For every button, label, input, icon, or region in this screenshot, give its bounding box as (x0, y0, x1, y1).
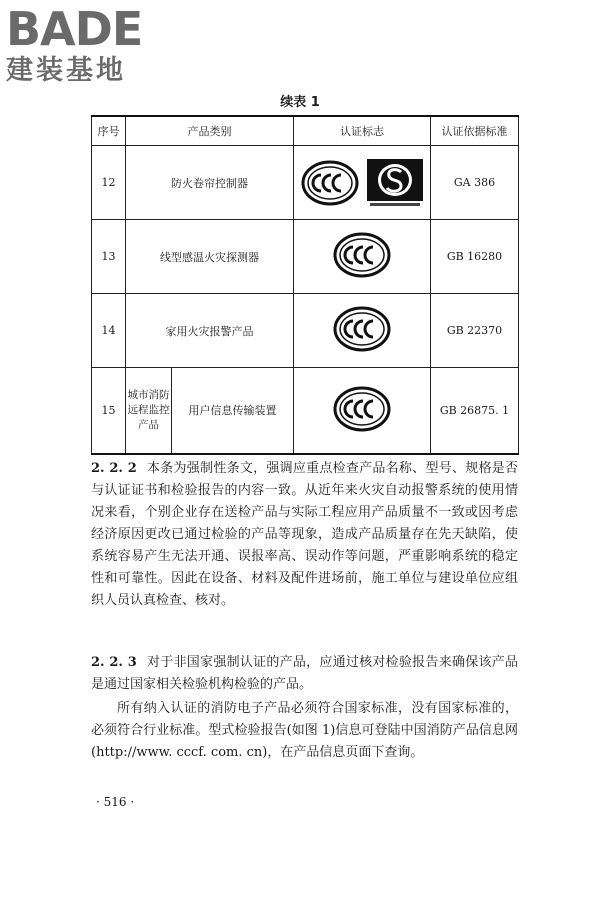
table-caption: 续表 1 (280, 95, 320, 110)
table-row (92, 146, 519, 220)
header-standard: 认证依据标准 (431, 116, 519, 146)
ccc-mark-icon (332, 304, 392, 354)
table-header-row (92, 116, 519, 146)
row-no: 15 (92, 368, 126, 454)
row-category: 用户信息传输装置 (172, 368, 294, 454)
section-2-2-3 (91, 652, 518, 696)
ccc-mark-icon (332, 384, 392, 434)
row-category-group (126, 368, 172, 454)
bade-logo (6, 4, 176, 96)
table-row (92, 294, 519, 368)
row-standard: GA 386 (431, 146, 519, 220)
body-paragraph: 所有纳入认证的消防电子产品必须符合国家标准，没有国家标准的，必须符合行业标准。型式检验报告(如图 1)信息可登陆中国消防产品信息网(http://www. cccf. com. cn)，在产品信息页面下查询。 (91, 701, 518, 760)
table-row (92, 220, 519, 294)
row-no: 13 (92, 220, 126, 294)
category-group-line: 产品 (138, 418, 159, 431)
row-no: 14 (92, 294, 126, 368)
category-group-line: 远程监控 (127, 403, 170, 416)
table-row (92, 368, 519, 454)
ccc-mark-icon (300, 158, 360, 208)
row-mark (294, 368, 431, 454)
row-mark (294, 220, 431, 294)
category-group-line: 城市消防 (127, 388, 170, 401)
row-standard: GB 22370 (431, 294, 519, 368)
row-standard: GB 16280 (431, 220, 519, 294)
row-category: 家用火灾报警产品 (126, 294, 294, 368)
logo-subtitle: 建装基地 (6, 55, 126, 86)
section-text: 对于非国家强制认证的产品，应通过核对检验报告来确保该产品是通过国家相关检验机构检验的产品。 (91, 655, 518, 692)
header-mark: 认证标志 (294, 116, 431, 146)
ccc-mark-icon (332, 230, 392, 280)
row-category: 防火卷帘控制器 (126, 146, 294, 220)
row-no: 12 (92, 146, 126, 220)
header-no: 序号 (92, 116, 126, 146)
certification-table (91, 115, 519, 455)
row-mark (294, 294, 431, 368)
row-category: 线型感温火灾探测器 (126, 220, 294, 294)
row-standard: GB 26875. 1 (431, 368, 519, 454)
section-number: 2. 2. 3 (91, 655, 137, 670)
section-text: 本条为强制性条文，强调应重点检查产品名称、型号、规格是否与认证证书和检验报告的内容一致。从近年来火灾自动报警系统的使用情况来看，个别企业存在送检产品与实际工程应用产品质量不一致或因考虑经济原因更改已通过检验的产品等现象，造成产品质量存在先天缺陷，使系统容易产生无法开通、误报率高、误动作等问题，严重影响系统的稳定性和可靠性。因此在设备、材料及配件进场前，施工单位与建设单位应组织人员认真检查、核对。 (91, 461, 518, 608)
s-mark-icon (366, 158, 424, 208)
section-number: 2. 2. 2 (91, 461, 137, 476)
page-number: · 516 · (96, 795, 135, 809)
header-category: 产品类别 (126, 116, 294, 146)
logo-brand: BADE (6, 2, 143, 56)
section-2-2-2 (91, 458, 518, 612)
row-mark (294, 146, 431, 220)
